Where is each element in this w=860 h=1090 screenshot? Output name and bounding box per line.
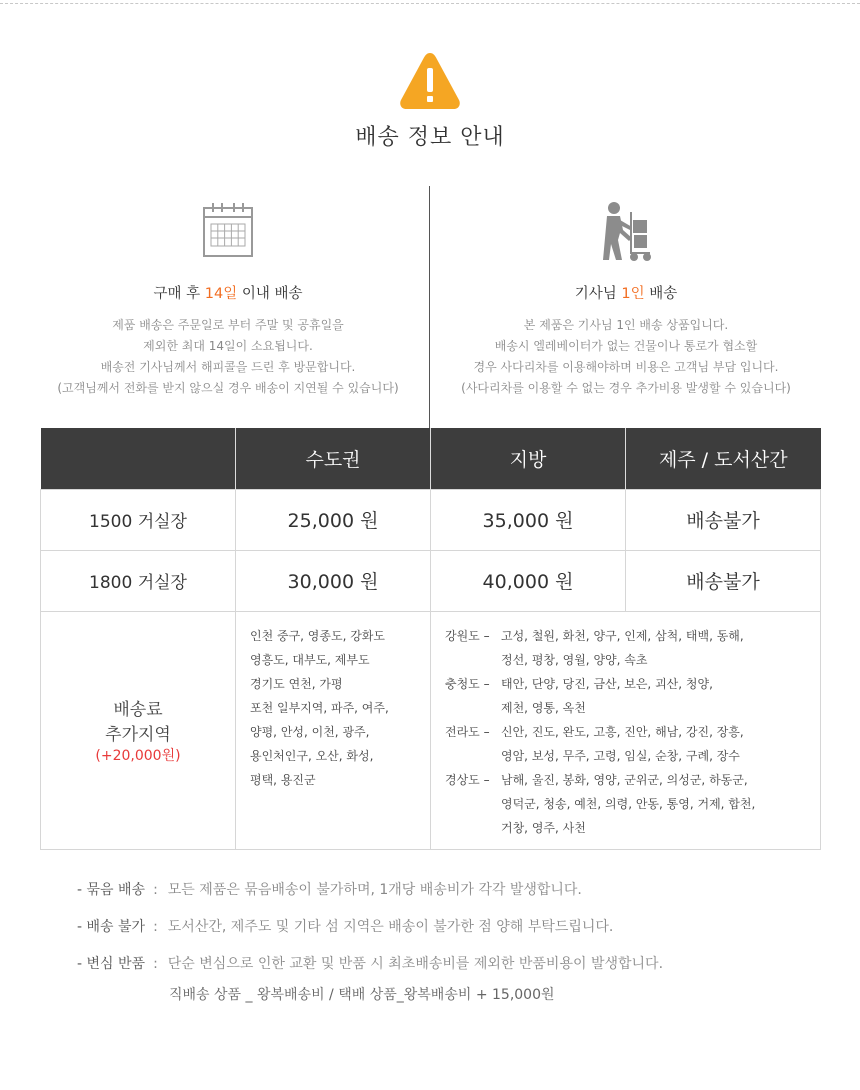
region-gangwon: 강원도 – 고성, 철원, 화천, 양구, 인제, 삼척, 태백, 동해, 정선, 평창, 영월, 양양, 속초 (445, 628, 744, 667)
price-cell: 배송불가 (626, 550, 821, 611)
table-header-row (41, 428, 821, 489)
info-section-delivery-period (33, 200, 423, 399)
province-extra-areas (431, 611, 821, 849)
table-row (41, 489, 821, 550)
table-row (41, 550, 821, 611)
price-cell: 25,000 원 (236, 489, 431, 550)
page-title: 배송 정보 안내 (355, 125, 505, 150)
header-provinces: 지방 (431, 428, 626, 489)
price-cell: 40,000 원 (431, 550, 626, 611)
header-empty (41, 428, 236, 489)
delivery-period-headline: 구매 후 14일 이내 배송 (153, 286, 303, 302)
single-driver-headline: 기사님 1인 배송 (574, 286, 678, 302)
single-driver-description: 본 제품은 기사님 1인 배송 상품입니다. 배송시 엘레베이터가 없는 건물이나 통로가 협소할 경우 사다리차를 이용해야하며 비용은 고객님 부담 입니다. (사다리차를 이용할 수 없는 경우 추가비용 발생할 수 있습니다) (461, 318, 791, 395)
shipping-rate-table (40, 428, 821, 850)
warning-triangle-icon (398, 50, 462, 112)
delivery-period-description: 제품 배송은 주문일로 부터 주말 및 공휴일을 제외한 최대 14일이 소요됩니다. 배송전 기사님께서 해피콜을 드린 후 방문합니다. (고객님께서 전화를 받지 않으실 경우 배송이 지연될 수 있습니다) (57, 318, 399, 395)
extra-fee-label: 배송료 추가지역 (+20,000원) (41, 611, 236, 849)
header-capital-area: 수도권 (236, 428, 431, 489)
price-cell: 30,000 원 (236, 550, 431, 611)
top-dashed-divider (0, 3, 860, 4)
capital-extra-areas: 인천 중구, 영종도, 강화도 영흥도, 대부도, 제부도 경기도 연천, 가평 포천 일부지역, 파주, 여주, 양평, 안성, 이천, 광주, 용인처인구, 오산, 화성, 평택, 용진군 (236, 611, 431, 849)
shipping-notes (77, 880, 663, 1005)
highlight-14-days: 14일 (204, 286, 238, 302)
note-bundle-shipping: - 묶음 배송 : 모든 제품은 묶음배송이 불가하며, 1개당 배송비가 각각 발생합니다. (77, 882, 582, 898)
row-label: 1500 거실장 (41, 489, 236, 550)
row-label: 1800 거실장 (41, 550, 236, 611)
note-no-delivery: - 배송 불가 : 도서산간, 제주도 및 기타 섬 지역은 배송이 불가한 점 양해 부탁드립니다. (77, 919, 614, 935)
extra-fee-row (41, 611, 821, 849)
region-jeolla: 전라도 – 신안, 진도, 완도, 고흥, 진안, 해남, 강진, 장흥, 영암, 보성, 무주, 고령, 임실, 순창, 구례, 장수 (445, 724, 744, 763)
info-section-single-driver (431, 200, 821, 399)
delivery-person-icon (596, 200, 656, 262)
return-fee-detail: 직배송 상품 _ 왕복배송비 / 택배 상품_왕복배송비 + 15,000원 (169, 987, 555, 1003)
header-jeju-islands: 제주 / 도서산간 (626, 428, 821, 489)
price-cell: 배송불가 (626, 489, 821, 550)
calendar-icon (198, 200, 258, 260)
column-divider (429, 186, 430, 428)
price-cell: 35,000 원 (431, 489, 626, 550)
region-gyeongsang: 경상도 – 남해, 울진, 봉화, 영양, 군위군, 의성군, 하동군, 영덕군, 청송, 예천, 의령, 안동, 통영, 거제, 합천, 거창, 영주, 사천 (445, 772, 756, 835)
note-change-of-mind-return: - 변심 반품 : 단순 변심으로 인한 교환 및 반품 시 최초배송비를 제외한 반품비용이 발생합니다. (77, 956, 664, 972)
surcharge-amount: (+20,000원) (95, 748, 181, 764)
highlight-1-person: 1인 (621, 286, 645, 302)
region-chungcheong: 충청도 – 태안, 단양, 당진, 금산, 보은, 괴산, 청양, 제천, 영통, 옥천 (445, 676, 713, 715)
